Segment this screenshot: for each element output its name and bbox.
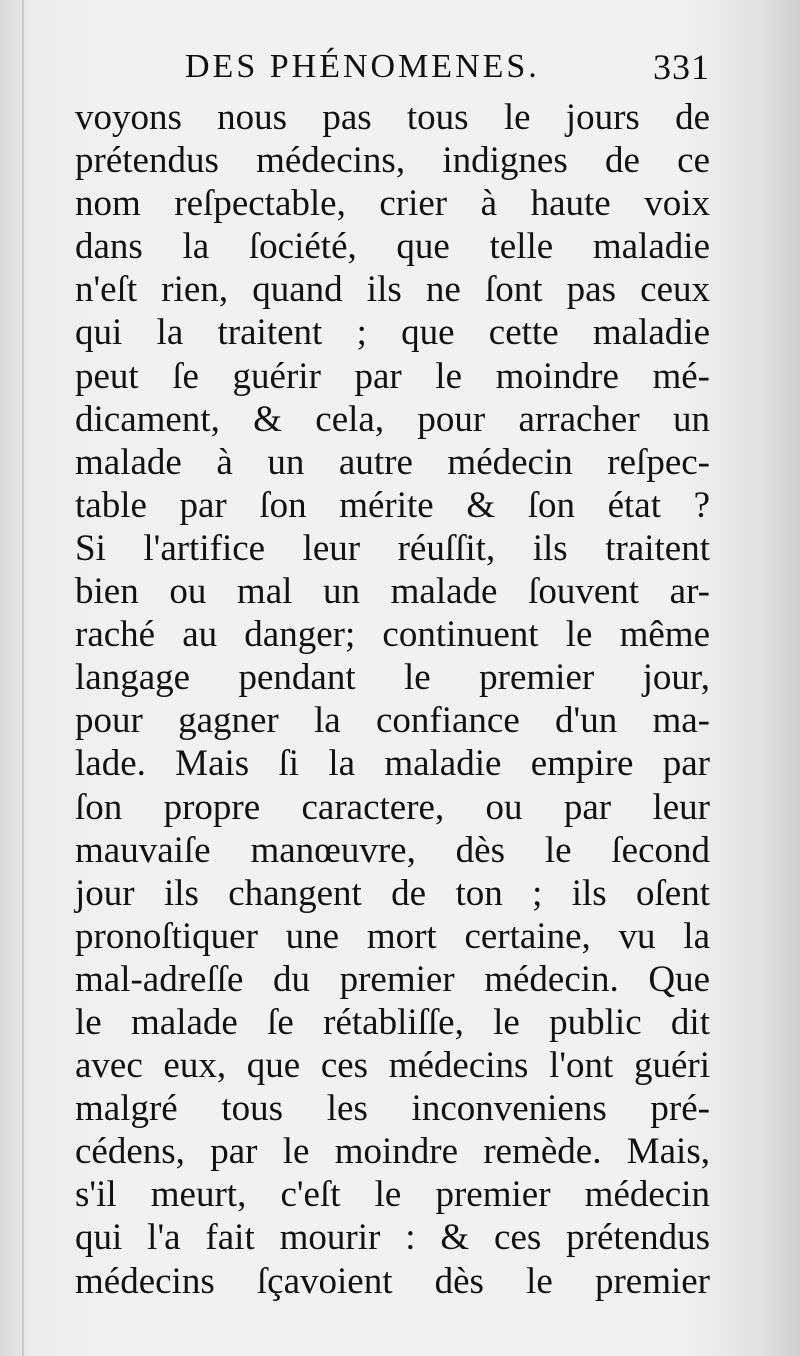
text-line: pour gagner la confiance d'un ma- [75, 700, 710, 742]
text-line: voyons nous pas tous le jours de [75, 97, 710, 138]
text-line: dans la ſociété, que telle maladie [75, 226, 710, 268]
text-line: malade à un autre médecin reſpec- [75, 441, 710, 483]
body-text [75, 96, 710, 1303]
running-title: DES PHÉNOMENES. [185, 48, 540, 85]
text-line: ſon propre caractere, ou par leur [75, 786, 710, 828]
text-line: s'il meurt, c'eſt le premier médecin [75, 1174, 710, 1216]
page-header [75, 46, 710, 94]
text-line: dicament, & cela, pour arracher un [75, 398, 710, 440]
text-line: mal-adreſſe du premier médecin. Que [75, 958, 710, 1000]
text-line: peut ſe guérir par le moindre mé- [75, 355, 710, 397]
text-line: cédens, par le moindre remède. Mais, [75, 1131, 710, 1173]
text-line: prétendus médecins, indignes de ce [75, 140, 710, 182]
text-line: nom reſpectable, crier à haute voix [75, 183, 710, 225]
text-line: mauvaiſe manœuvre, dès le ſecond [75, 829, 710, 871]
text-line: n'eſt rien, quand ils ne ſont pas ceux [75, 269, 710, 311]
text-line: bien ou mal un malade ſouvent ar- [75, 571, 710, 613]
text-line: raché au danger; continuent le même [75, 614, 710, 656]
text-line: lade. Mais ſi la maladie empire par [75, 743, 710, 785]
page-number: 331 [653, 47, 710, 87]
text-line: médecins ſçavoient dès le premier [75, 1260, 710, 1302]
text-line: langage pendant le premier jour, [75, 657, 710, 699]
text-line: Si l'artifice leur réuſſit, ils traitent [75, 527, 710, 569]
text-line: table par ſon mérite & ſon état ? [75, 484, 710, 526]
text-line: jour ils changent de ton ; ils oſent [75, 872, 710, 914]
text-line: qui l'a fait mourir : & ces prétendus [75, 1217, 710, 1259]
text-line: pronoſtiquer une mort certaine, vu la [75, 915, 710, 957]
text-line: avec eux, que ces médecins l'ont guéri [75, 1045, 710, 1087]
text-line: malgré tous les inconveniens pré- [75, 1088, 710, 1130]
page-gutter-edge [22, 0, 24, 1356]
text-line: le malade ſe rétabliſſe, le public dit [75, 1001, 710, 1043]
text-line: qui la traitent ; que cette maladie [75, 312, 710, 354]
